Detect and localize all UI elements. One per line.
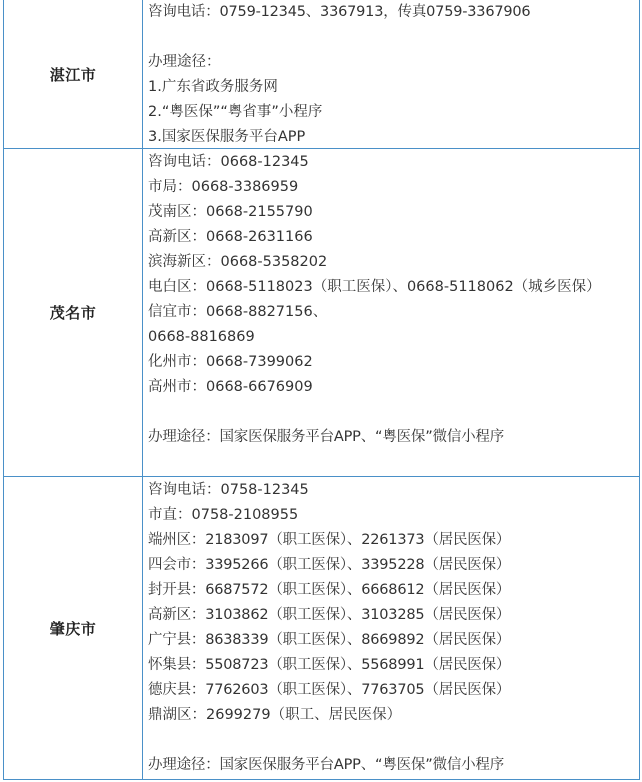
info-cell	[143, 0, 639, 148]
blank-line	[148, 25, 635, 50]
city-cell	[4, 0, 143, 148]
city-cell	[4, 477, 143, 780]
contact-table	[3, 0, 640, 780]
info-line: 广宁县：8638339（职工医保）、8669892（居民医保）	[148, 632, 511, 648]
info-line: 封开县：6687572（职工医保）、6668612（居民医保）	[148, 582, 511, 598]
info-line: 咨询电话：0668-12345	[148, 154, 309, 170]
city-name: 湛江市	[49, 65, 97, 84]
info-line: 咨询电话：0759-12345、3367913，传真0759-3367906	[148, 4, 531, 20]
table-row	[4, 477, 639, 780]
city-cell	[4, 149, 143, 476]
info-line: 滨海新区：0668-5358202	[148, 254, 328, 270]
info-line: 办理途径：国家医保服务平台APP、“粤医保”微信小程序	[148, 429, 505, 445]
info-line: 鼎湖区：2699279（职工、居民医保）	[148, 707, 402, 723]
info-line: 2.“粤医保”“粤省事”小程序	[148, 104, 323, 120]
info-line: 1.广东省政务服务网	[148, 79, 278, 95]
info-line: 高州市：0668-6676909	[148, 379, 313, 395]
info-line: 德庆县：7762603（职工医保）、7763705（居民医保）	[148, 682, 511, 698]
info-line: 高新区：0668-2631166	[148, 229, 313, 245]
info-line: 四会市：3395266（职工医保）、3395228（居民医保）	[148, 557, 511, 573]
info-line: 咨询电话：0758-12345	[148, 482, 309, 498]
info-line: 0668-8816869	[148, 329, 255, 345]
info-line: 端州区：2183097（职工医保）、2261373（居民医保）	[148, 532, 511, 548]
blank-line	[148, 400, 635, 425]
table-row	[4, 149, 639, 477]
info-line: 化州市：0668-7399062	[148, 354, 313, 370]
table-row	[4, 0, 639, 149]
info-line: 办理途径：	[148, 54, 221, 70]
info-line: 茂南区：0668-2155790	[148, 204, 313, 220]
info-line: 信宜市：0668-8827156、	[148, 304, 328, 320]
city-name: 茂名市	[49, 304, 97, 322]
info-line: 市直：0758-2108955	[148, 507, 299, 523]
info-line: 怀集县：5508723（职工医保）、5568991（居民医保）	[148, 657, 511, 673]
info-line: 电白区：0668-5118023（职工医保）、0668-5118062（城乡医保）	[148, 279, 601, 295]
blank-line	[148, 728, 635, 753]
info-cell	[143, 149, 639, 476]
city-name: 肇庆市	[49, 620, 97, 638]
info-line: 市局：0668-3386959	[148, 179, 299, 195]
info-line: 高新区：3103862（职工医保）、3103285（居民医保）	[148, 607, 511, 623]
info-line: 办理途径：国家医保服务平台APP、“粤医保”微信小程序	[148, 757, 505, 773]
info-line: 3.国家医保服务平台APP	[148, 129, 306, 145]
info-cell	[143, 477, 639, 780]
